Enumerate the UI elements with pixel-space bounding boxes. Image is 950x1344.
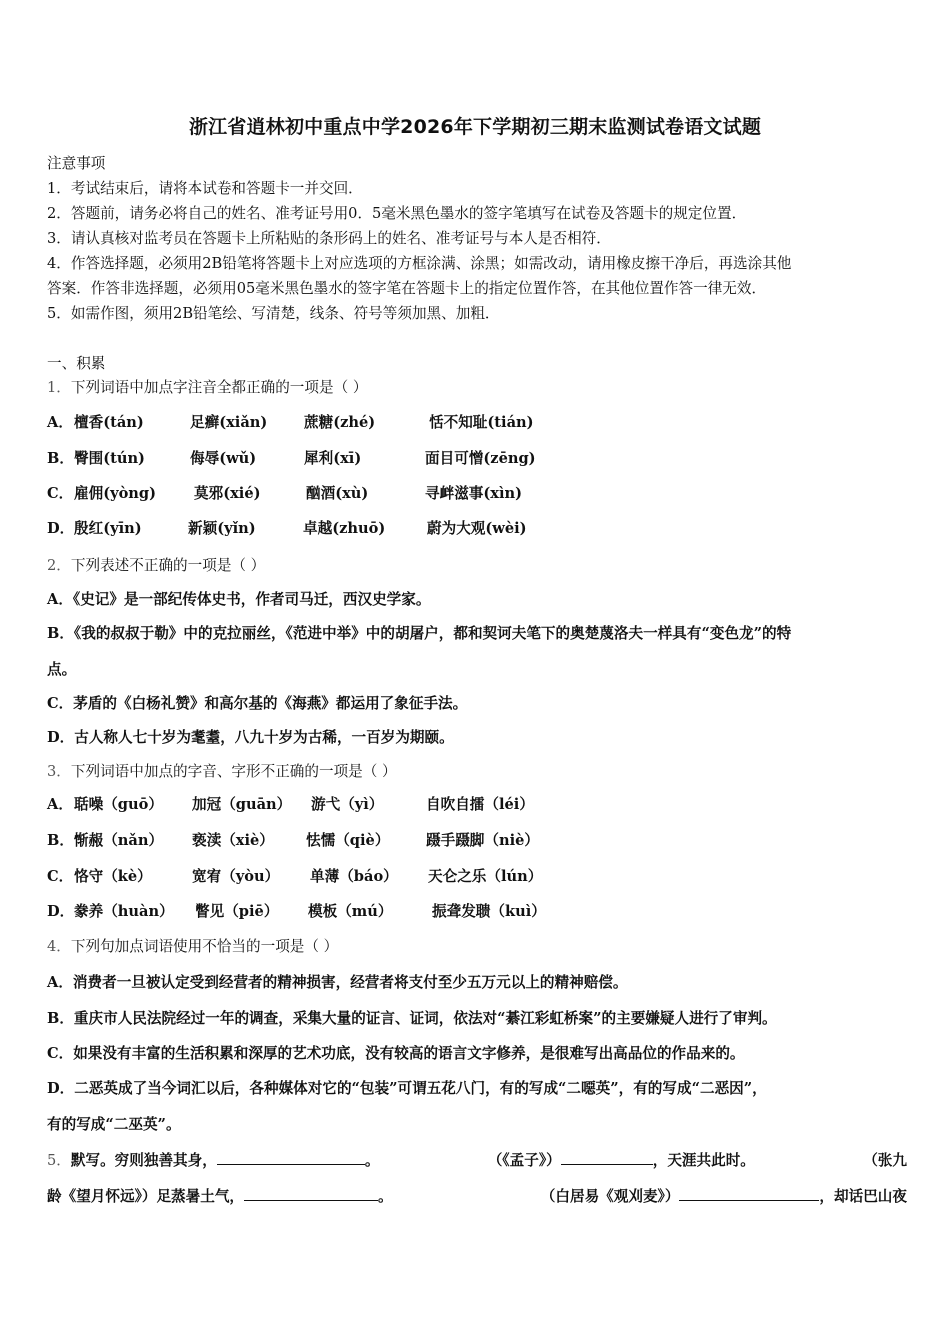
question-3-stem xyxy=(47,760,397,781)
question-2-stem xyxy=(47,554,265,575)
q2-option-b: B．《我的叔叔于勒》中的克拉丽丝，《范进中举》中的胡屠户，都和契诃夫笔下的奥楚蔑洛夫一样具有“变色龙”的特 xyxy=(47,625,792,642)
option-word: 蔗糖(zhé) xyxy=(304,414,376,431)
question-number: 3． xyxy=(47,763,71,780)
q2-option-a: A．《史记》是一部纪传体史书，作者司马迁，西汉史学家。 xyxy=(47,591,431,608)
q5-text: ，却话巴山夜 xyxy=(819,1188,907,1205)
q5-part xyxy=(47,1185,393,1206)
q2-option-c: C．茅盾的《白杨礼赞》和高尔基的《海燕》都运用了象征手法。 xyxy=(47,695,468,712)
question-5-line-1 xyxy=(47,1149,907,1170)
q5-text: 。 xyxy=(364,1152,380,1169)
option-word: 檀香(tán) xyxy=(74,414,144,431)
notice-item-4-cont: 答案．作答非选择题，必须用05毫米黑色墨水的签字笔在答题卡上的指定位置作答，在其他位置作答一律无效． xyxy=(47,280,767,297)
q4-option-d: D．二恶英成了当今词汇以后，各种媒体对它的“包装”可谓五花八门，有的写成“二噁英”，有的写成“二恶因”， xyxy=(47,1080,767,1097)
option-label: B． xyxy=(47,450,74,467)
option-word: 莫邪(xié) xyxy=(194,485,261,502)
option-word: 游弋（yì） xyxy=(311,796,384,813)
q2-option-d: D．古人称人七十岁为耄耋，八九十岁为古稀，一百岁为期颐。 xyxy=(47,729,454,746)
question-number: 5． xyxy=(47,1152,71,1169)
question-1-stem xyxy=(47,376,367,397)
option-label: B． xyxy=(47,832,74,849)
q4-option-d-cont: 有的写成“二巫英”。 xyxy=(47,1116,181,1133)
q2-option-b-cont: 点。 xyxy=(47,661,77,678)
q4-option-a: A．消费者一旦被认定受到经营者的精神损害，经营者将支付至少五万元以上的精神赔偿。 xyxy=(47,974,628,991)
option-label: D． xyxy=(47,903,75,920)
option-word: 聒噪（guō） xyxy=(74,796,163,813)
option-word: 殷红(yīn) xyxy=(74,520,142,537)
option-word: 酗酒(xù) xyxy=(306,485,369,502)
question-text: 下列词语中加点字注音全都正确的一项是（ ） xyxy=(70,379,368,396)
option-word: 惭赧（nǎn） xyxy=(74,832,164,849)
option-word: 蹑手蹑脚（niè） xyxy=(426,832,540,849)
q5-text: 。 xyxy=(378,1188,393,1205)
q5-text: ，天涯共此时。 xyxy=(652,1152,755,1169)
notice-item-4: 4．作答选择题，必须用2B铅笔将答题卡上对应选项的方框涂满、涂黑；如需改动，请用橡皮擦干净后，再选涂其他 xyxy=(47,255,792,272)
option-label: C． xyxy=(47,868,74,885)
option-word: 亵渎（xiè） xyxy=(192,832,274,849)
question-text: 下列表述不正确的一项是（ ） xyxy=(70,557,266,574)
option-word: 模板（mú） xyxy=(308,903,393,920)
option-word: 卓越(zhuō) xyxy=(303,520,386,537)
q5-text: 龄《望月怀远》）足蒸暑土气， xyxy=(47,1188,245,1205)
option-word: 雇佣(yòng) xyxy=(74,485,157,502)
notice-item-2: 2．答题前，请务必将自己的姓名、准考证号用0．5毫米黑色墨水的签字笔填写在试卷及答题卡的规定位置． xyxy=(47,205,747,222)
option-word: 侮辱(wǔ) xyxy=(190,450,257,467)
notice-item-3: 3．请认真核对监考员在答题卡上所粘贴的条形码上的姓名、准考证号与本人是否相符． xyxy=(47,230,611,247)
option-label: C． xyxy=(47,485,74,502)
option-word: 加冠（guān） xyxy=(192,796,292,813)
option-word: 宽宥（yòu） xyxy=(192,868,280,885)
q5-text: 默写。穷则独善其身， xyxy=(70,1152,217,1169)
q4-option-c: C．如果没有丰富的生活积累和深厚的艺术功底，没有较高的语言文字修养，是很难写出高品位的作品来的。 xyxy=(47,1045,745,1062)
option-word: 蔚为大观(wèi) xyxy=(427,520,527,537)
q4-option-b: B．重庆市人民法院经过一年的调查，采集大量的证言、证词，依法对“綦江彩虹桥案”的主要嫌疑人进行了审判。 xyxy=(47,1010,777,1027)
q5-part xyxy=(47,1149,379,1170)
answer-blank[interactable] xyxy=(679,1186,819,1201)
answer-blank[interactable] xyxy=(217,1150,365,1165)
option-word: 天仑之乐（lún） xyxy=(428,868,543,885)
option-word: 恬不知耻(tián) xyxy=(429,414,534,431)
notice-heading: 注意事项 xyxy=(47,155,106,172)
q5-part xyxy=(541,1185,907,1206)
notice-item-1: 1．考试结束后，请将本试卷和答题卡一并交回． xyxy=(47,180,363,197)
option-word: 振聋发聩（kuì） xyxy=(432,903,546,920)
question-4-stem xyxy=(47,935,338,956)
option-word: 豢养（huàn） xyxy=(74,903,174,920)
option-word: 自吹自擂（léi） xyxy=(426,796,534,813)
option-word: 单薄（báo） xyxy=(310,868,398,885)
question-number: 4． xyxy=(47,938,71,955)
option-word: 犀利(xī) xyxy=(304,450,362,467)
q5-text: （张九 xyxy=(863,1152,907,1169)
page-title: 浙江省逍林初中重点中学2026年下学期初三期末监测试卷语文试题 xyxy=(188,116,762,138)
option-word: 恪守（kè） xyxy=(74,868,152,885)
option-label: A． xyxy=(47,414,73,431)
notice-item-5: 5．如需作图，须用2B铅笔绘、写清楚，线条、符号等须加黑、加粗． xyxy=(47,305,500,322)
option-word: 瞥见（piē） xyxy=(195,903,279,920)
option-label: A． xyxy=(47,796,73,813)
q5-part xyxy=(488,1149,755,1170)
answer-blank[interactable] xyxy=(244,1186,378,1201)
q5-text: （白居易《观刈麦》） xyxy=(540,1188,680,1205)
option-label: D． xyxy=(47,520,75,537)
q5-text: （《孟子》） xyxy=(487,1152,561,1169)
section-heading: 一、积累 xyxy=(47,355,106,372)
question-text: 下列词语中加点的字音、字形不正确的一项是（ ） xyxy=(70,763,397,780)
question-number: 1． xyxy=(47,379,71,396)
option-word: 足癣(xiǎn) xyxy=(190,414,268,431)
option-word: 怯懦（qiè） xyxy=(306,832,390,849)
question-5-line-2 xyxy=(47,1185,907,1206)
question-text: 下列句加点词语使用不恰当的一项是（ ） xyxy=(70,938,339,955)
option-word: 臀围(tún) xyxy=(74,450,145,467)
option-word: 新颖(yǐn) xyxy=(188,520,256,537)
option-word: 寻衅滋事(xìn) xyxy=(425,485,523,502)
option-word: 面目可憎(zēng) xyxy=(425,450,536,467)
question-number: 2． xyxy=(47,557,71,574)
answer-blank[interactable] xyxy=(561,1150,653,1165)
